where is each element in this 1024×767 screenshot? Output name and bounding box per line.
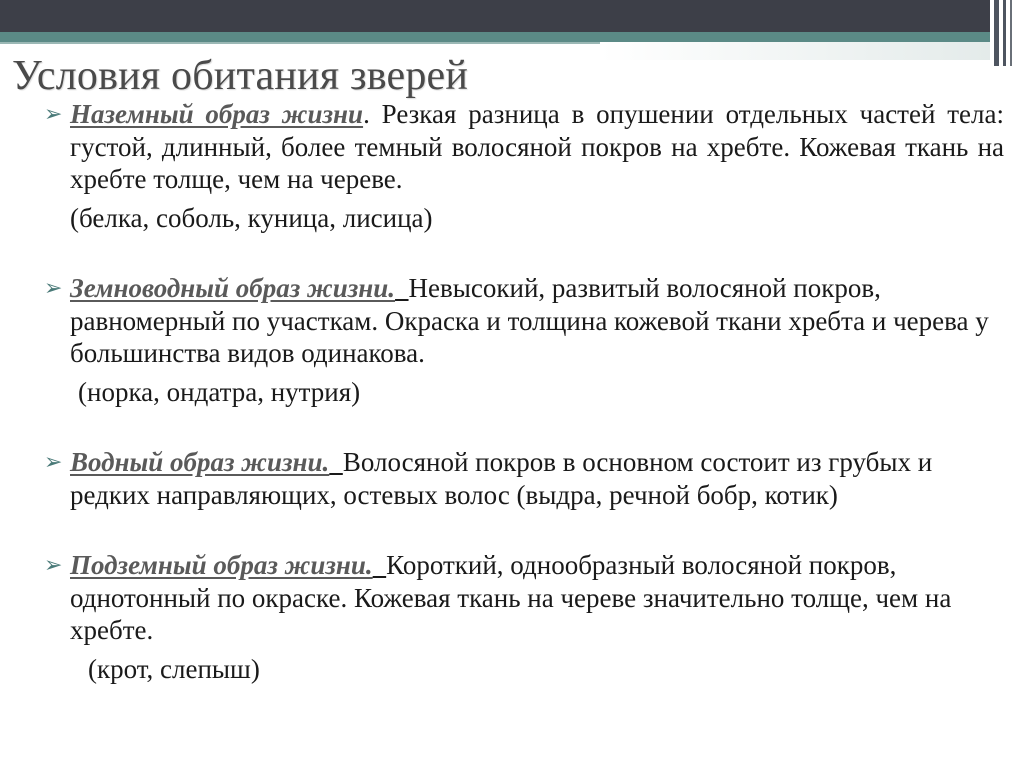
item-term: Земноводный образ жизни. <box>70 273 396 303</box>
item-term: Наземный образ жизни <box>70 99 364 129</box>
item-separator <box>373 550 387 580</box>
item-text: Волосяной покров в основном состоит из грубых и редких направляющих, остевых волос (выдра, речной бобр, котик) <box>70 447 933 510</box>
item-separator <box>395 273 409 303</box>
arrow-bullet-icon: ➢ <box>44 102 63 127</box>
item-example: (крот, слепыш) <box>88 653 260 684</box>
list-item <box>44 98 1004 234</box>
bullet-paragraph <box>44 272 1004 370</box>
bullet-paragraph <box>44 549 1004 647</box>
header-light-bar <box>600 42 990 60</box>
header-stripe <box>1010 0 1012 66</box>
header-stripe <box>994 0 999 66</box>
item-text: Резкая разница в опушении отдельных частей тела: густой, длинный, более темный волосяной покров на хребте. Кожевая ткань на хребте толще, чем на череве. <box>70 99 1005 194</box>
item-example: (норка, ондатра, нутрия) <box>78 376 361 407</box>
header-dark-bar <box>0 0 990 32</box>
header-teal-bar <box>0 32 990 42</box>
item-term: Подземный образ жизни. <box>70 550 373 580</box>
arrow-bullet-icon: ➢ <box>44 553 63 578</box>
bullet-paragraph <box>44 446 1004 511</box>
bullet-paragraph <box>44 98 1004 196</box>
arrow-bullet-icon: ➢ <box>44 276 63 301</box>
list-item <box>44 272 1004 408</box>
slide-content <box>44 98 1004 685</box>
slide-title: Условия обитания зверей <box>12 53 469 99</box>
item-example: (белка, соболь, куница, лисица) <box>70 202 433 233</box>
list-item <box>44 446 1004 511</box>
header-stripe <box>1003 0 1006 66</box>
item-separator <box>329 447 343 477</box>
item-text: Невысокий, развитый волосяной покров, равномерный по участкам. Окраска и толщина кожевой ткани хребта и черева у большинства видов одинакова. <box>70 273 989 368</box>
item-term: Водный образ жизни. <box>70 447 330 477</box>
list-item <box>44 549 1004 685</box>
item-separator: . <box>363 99 370 129</box>
item-text: Короткий, однообразный волосяной покров, однотонный по окраске. Кожевая ткань на череве значительно толще, чем на хребте. <box>70 550 952 645</box>
arrow-bullet-icon: ➢ <box>44 450 63 475</box>
